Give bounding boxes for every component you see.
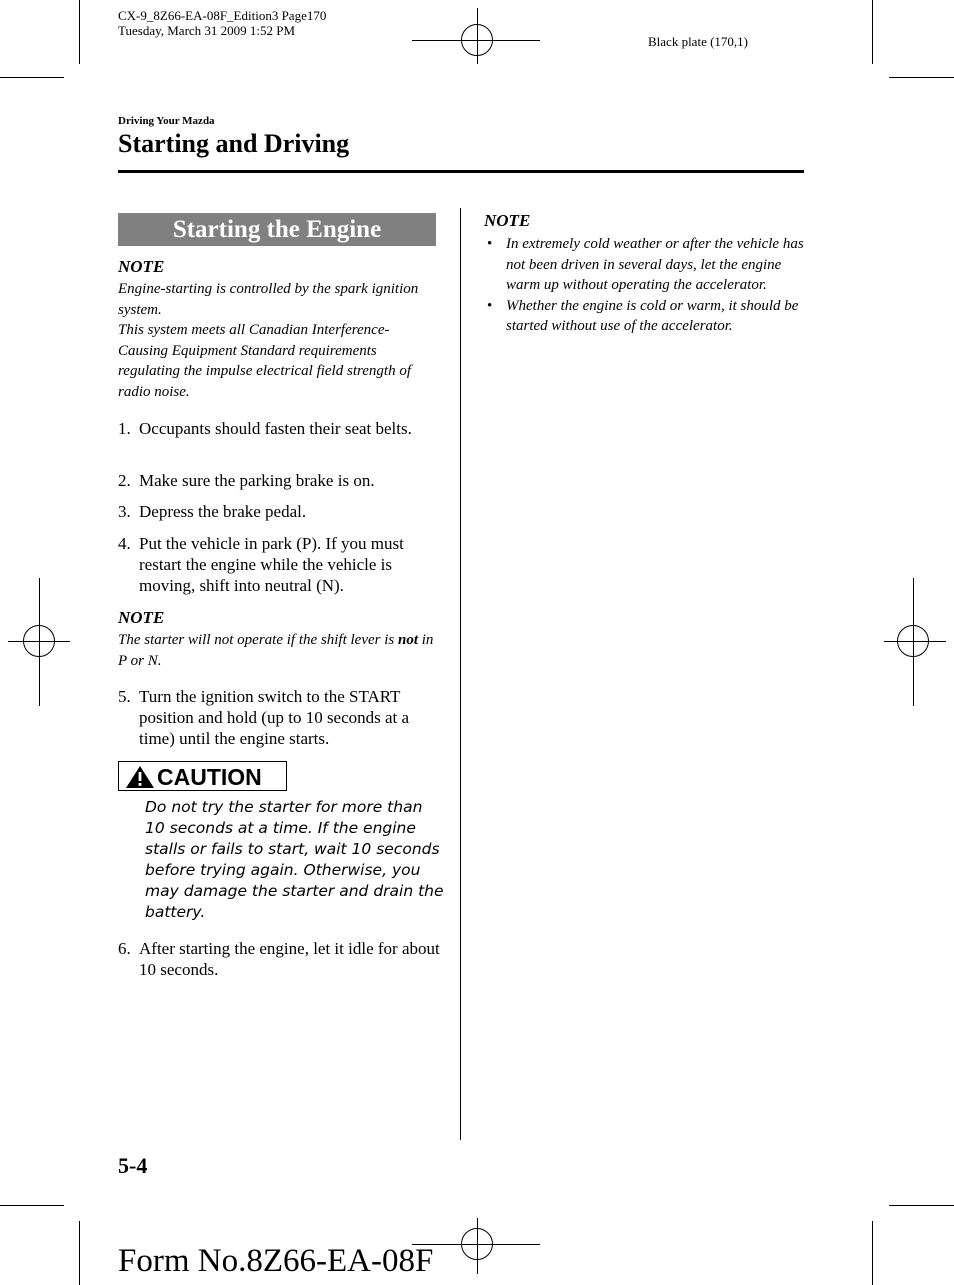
bullet-text: In extremely cold weather or after the vehicle has not been driven in several days, let the engine warm up without operating the accelerator.	[506, 236, 804, 293]
chapter-title: Starting and Driving	[118, 129, 350, 158]
note-heading: NOTE	[118, 608, 165, 627]
print-slug-filename: CX-9_8Z66-EA-08F_Edition3 Page170	[118, 8, 327, 23]
column-divider	[460, 208, 461, 1140]
step-number: 6.	[118, 939, 131, 958]
step-text: Make sure the parking brake is on.	[139, 471, 375, 490]
plate-label: Black plate (170,1)	[648, 34, 748, 49]
bullet-icon: •	[487, 297, 493, 314]
form-number: Form No.8Z66-EA-08F	[118, 1243, 434, 1279]
caution-box	[118, 761, 287, 791]
step-item	[118, 470, 440, 491]
page-number: 5-4	[118, 1153, 148, 1178]
step-text: Depress the brake pedal.	[139, 502, 307, 521]
note-text: The starter will not operate if the shift lever is	[118, 632, 395, 648]
list-item	[484, 234, 804, 296]
caution-text: Do not try the starter for more than 10 seconds at a time. If the engine stalls or fails to start, wait 10 seconds before trying again. Otherwise, you may damage the starter and drain the battery.	[145, 798, 444, 921]
step-number: 2.	[118, 471, 131, 490]
step-text: After starting the engine, let it idle for about 10 seconds.	[139, 939, 440, 979]
caution-label: CAUTION	[157, 764, 262, 790]
step-text: Put the vehicle in park (P). If you must restart the engine while the vehicle is moving, shift into neutral (N).	[139, 534, 404, 595]
note-heading: NOTE	[118, 257, 165, 276]
list-item	[484, 296, 804, 337]
step-item	[118, 418, 440, 439]
note-body	[118, 630, 438, 671]
note-paragraph: Engine-starting is controlled by the spark ignition system.	[118, 281, 419, 318]
step-item	[118, 938, 440, 980]
note-body	[118, 279, 438, 402]
note-text: in P or N.	[118, 632, 434, 669]
section-label: Driving Your Mazda	[118, 115, 215, 127]
step-item	[118, 686, 440, 749]
print-slug	[118, 8, 326, 38]
print-slug-timestamp: Tuesday, March 31 2009 1:52 PM	[118, 23, 296, 38]
step-item	[118, 501, 440, 522]
step-number: 4.	[118, 534, 131, 553]
chapter-rule	[118, 170, 804, 173]
note-emphasis: not	[397, 632, 418, 648]
bullet-text: Whether the engine is cold or warm, it should be started without use of the accelerator.	[506, 297, 799, 334]
note-paragraph: This system meets all Canadian Interference-Causing Equipment Standard requirements regulating the impulse electrical field strength of radio noise.	[118, 322, 412, 400]
step-text: Turn the ignition switch to the START position and hold (up to 10 seconds at a time) until the engine starts.	[139, 687, 410, 748]
section-banner: Starting the Engine	[118, 213, 436, 246]
step-number: 5.	[118, 687, 131, 706]
warning-triangle-icon	[125, 765, 155, 789]
step-number: 1.	[118, 419, 131, 438]
step-item	[118, 533, 440, 596]
step-text: Occupants should fasten their seat belts.	[139, 419, 412, 438]
bullet-icon: •	[487, 236, 493, 252]
note-heading: NOTE	[484, 211, 531, 230]
step-number: 3.	[118, 502, 131, 521]
note-bullet-list	[484, 234, 804, 337]
